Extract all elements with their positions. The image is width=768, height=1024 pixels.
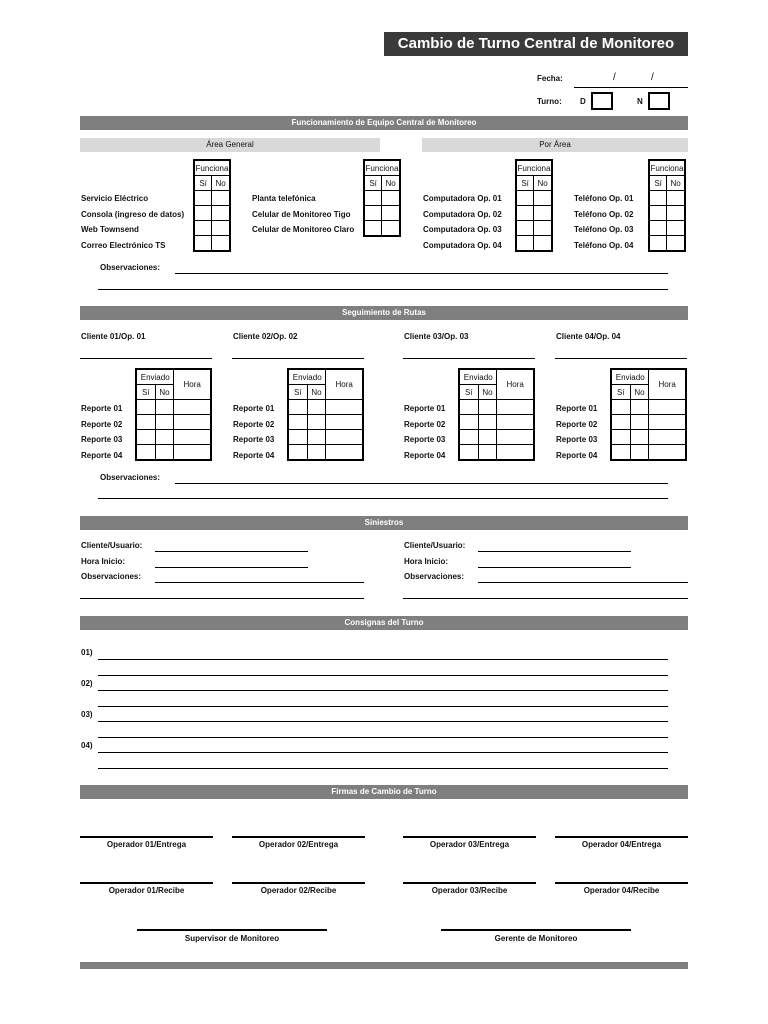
gerente-label: Gerente de Monitoreo <box>494 934 578 943</box>
cliente-1-reporte-1-label: Reporte 01 <box>81 404 123 413</box>
turno-d-label: D <box>580 97 586 106</box>
area-col4-row-4-no-cell[interactable] <box>667 236 685 252</box>
reporte-3-no-cell[interactable] <box>307 430 326 445</box>
fecha-separator-1: / <box>613 72 616 83</box>
general-col1-row-1-si-cell[interactable] <box>194 191 212 206</box>
cliente-3-reporte-2-label: Reporte 02 <box>404 419 446 429</box>
no-header: No <box>212 176 230 191</box>
consigna-3-label: 03) <box>81 710 93 719</box>
general-col2-row-3-si-cell[interactable] <box>364 221 382 237</box>
general-col1-label-3: Web Townsend <box>81 225 139 234</box>
cliente-1-reporte-3-label: Reporte 03 <box>81 435 123 444</box>
cliente-2-reporte-3-label: Reporte 03 <box>233 435 275 444</box>
operador-2-recibe-line[interactable] <box>232 882 365 884</box>
general-col1-row-4-no-cell[interactable] <box>212 236 230 252</box>
cliente-3-label: Cliente 03/Op. 03 <box>404 332 469 341</box>
reporte-4-hora-cell[interactable] <box>174 445 211 461</box>
operador-3-recibe-line[interactable] <box>403 882 536 884</box>
general-col2-label-3: Celular de Monitoreo Claro <box>252 225 355 234</box>
consigna-1-label: 01) <box>81 648 93 657</box>
reporte-4-si-cell[interactable] <box>136 445 155 461</box>
cliente-1-line[interactable] <box>80 358 212 359</box>
reporte-2-si-cell[interactable] <box>288 415 307 430</box>
reporte-3-hora-cell[interactable] <box>497 430 534 445</box>
reporte-4-no-cell[interactable] <box>307 445 326 461</box>
turno-label: Turno: <box>537 97 562 106</box>
reporte-1-no-cell[interactable] <box>630 400 649 415</box>
area-col3-row-4-no-cell[interactable] <box>534 236 552 252</box>
area-col3-label-4: Computadora Op. 04 <box>423 240 502 250</box>
consigna-2-label: 02) <box>81 679 93 688</box>
reporte-2-no-cell[interactable] <box>155 415 174 430</box>
supervisor-label: Supervisor de Monitoreo <box>184 934 280 943</box>
reporte-3-no-cell[interactable] <box>630 430 649 445</box>
cliente-1-reporte-4-label: Reporte 04 <box>81 450 123 460</box>
reporte-2-no-cell[interactable] <box>630 415 649 430</box>
area-col4-row-3-si-cell[interactable] <box>649 221 667 236</box>
reporte-1-hora-cell[interactable] <box>174 400 211 415</box>
equipo-observaciones-line-1[interactable] <box>175 273 668 274</box>
turno-n-checkbox[interactable] <box>648 92 670 110</box>
section-equipo-band: Funcionamiento de Equipo Central de Monitoreo <box>80 116 688 130</box>
reporte-2-hora-cell[interactable] <box>174 415 211 430</box>
siniestro-1-cliente-line[interactable] <box>155 551 308 552</box>
reporte-1-si-cell[interactable] <box>611 400 630 415</box>
reporte-2-hora-cell[interactable] <box>326 415 363 430</box>
consigna-3-line-1[interactable] <box>98 721 668 722</box>
siniestro-1-observaciones-line-1[interactable] <box>155 582 364 583</box>
reporte-3-hora-cell[interactable] <box>649 430 686 445</box>
reporte-2-si-cell[interactable] <box>136 415 155 430</box>
area-col4-row-2-no-cell[interactable] <box>667 206 685 221</box>
operador-2-recibe-label: Operador 02/Recibe <box>260 886 337 895</box>
siniestro-2-cliente-label: Cliente/Usuario: <box>404 541 466 550</box>
reporte-4-hora-cell[interactable] <box>497 445 534 461</box>
general-col1-row-3-si-cell[interactable] <box>194 221 212 236</box>
operador-4-recibe-label: Operador 04/Recibe <box>583 886 660 895</box>
si-header: Sí <box>611 385 630 400</box>
siniestro-2-observaciones-line-2[interactable] <box>403 598 688 599</box>
hora-header: Hora <box>497 369 534 400</box>
area-col4-row-1-no-cell[interactable] <box>667 191 685 206</box>
reporte-1-hora-cell[interactable] <box>326 400 363 415</box>
no-header: No <box>534 176 552 191</box>
general-col1-row-4-si-cell[interactable] <box>194 236 212 252</box>
consigna-3-line-2[interactable] <box>98 737 668 738</box>
area-col3-row-2-no-cell[interactable] <box>534 206 552 221</box>
area-col3-funciona-table <box>515 159 553 252</box>
operador-2-entrega-line[interactable] <box>232 836 365 838</box>
funciona-header: Funciona <box>194 160 230 176</box>
cliente-3-reporte-3-label: Reporte 03 <box>404 435 446 444</box>
siniestro-2-observaciones-label: Observaciones: <box>404 572 465 581</box>
gerente-signature-line[interactable] <box>441 929 631 931</box>
fecha-separator-2: / <box>651 72 654 83</box>
area-col4-label-4: Teléfono Op. 04 <box>574 240 634 250</box>
si-header: Sí <box>288 385 307 400</box>
reporte-1-si-cell[interactable] <box>136 400 155 415</box>
reporte-3-si-cell[interactable] <box>136 430 155 445</box>
operador-2-entrega-label: Operador 02/Entrega <box>258 840 339 849</box>
reporte-4-si-cell[interactable] <box>288 445 307 461</box>
fecha-label: Fecha: <box>537 74 563 83</box>
area-col3-label-3: Computadora Op. 03 <box>423 225 502 234</box>
reporte-1-si-cell[interactable] <box>288 400 307 415</box>
cliente-3-reporte-4-label: Reporte 04 <box>404 450 446 460</box>
enviado-header: Enviado <box>136 369 174 385</box>
document-title: Cambio de Turno Central de Monitoreo <box>384 32 688 56</box>
siniestro-1-hora-label: Hora Inicio: <box>81 557 126 566</box>
consigna-2-line-2[interactable] <box>98 706 668 707</box>
section-consignas-band: Consignas del Turno <box>80 616 688 630</box>
enviado-header: Enviado <box>611 369 649 385</box>
operador-1-recibe-line[interactable] <box>80 882 213 884</box>
cliente-2-reportes-table <box>287 368 364 461</box>
general-col2-row-1-si-cell[interactable] <box>364 191 382 206</box>
si-header: Sí <box>364 176 382 191</box>
por-area-header: Por Área <box>422 138 688 152</box>
section-firmas-band: Firmas de Cambio de Turno <box>80 785 688 799</box>
reporte-3-no-cell[interactable] <box>478 430 497 445</box>
reporte-2-hora-cell[interactable] <box>649 415 686 430</box>
fecha-line[interactable] <box>574 87 688 88</box>
cliente-2-reporte-2-label: Reporte 02 <box>233 419 275 429</box>
area-col3-row-4-si-cell[interactable] <box>516 236 534 252</box>
reporte-4-si-cell[interactable] <box>611 445 630 461</box>
operador-3-recibe-label: Operador 03/Recibe <box>431 886 508 895</box>
enviado-header: Enviado <box>288 369 326 385</box>
area-col4-funciona-table <box>648 159 686 252</box>
no-header: No <box>667 176 685 191</box>
reporte-2-si-cell[interactable] <box>459 415 478 430</box>
operador-3-entrega-label: Operador 03/Entrega <box>429 840 510 849</box>
reporte-2-no-cell[interactable] <box>478 415 497 430</box>
area-col3-label-2: Computadora Op. 02 <box>423 209 502 219</box>
reporte-4-si-cell[interactable] <box>459 445 478 461</box>
reporte-2-si-cell[interactable] <box>611 415 630 430</box>
reporte-3-si-cell[interactable] <box>611 430 630 445</box>
consigna-2-line-1[interactable] <box>98 690 668 691</box>
equipo-observaciones-line-2[interactable] <box>98 289 668 290</box>
reporte-2-hora-cell[interactable] <box>497 415 534 430</box>
rutas-observaciones-label: Observaciones: <box>100 473 161 482</box>
cliente-1-reporte-2-label: Reporte 02 <box>81 419 123 429</box>
area-general-header: Área General <box>80 138 380 152</box>
operador-4-recibe-line[interactable] <box>555 882 688 884</box>
no-header: No <box>478 385 497 400</box>
reporte-3-hora-cell[interactable] <box>174 430 211 445</box>
cliente-3-reporte-1-label: Reporte 01 <box>404 404 446 413</box>
cliente-4-label: Cliente 04/Op. 04 <box>556 332 621 341</box>
cliente-4-reportes-table <box>610 368 687 461</box>
no-header: No <box>155 385 174 400</box>
general-col2-row-2-si-cell[interactable] <box>364 206 382 221</box>
rutas-observaciones-line-2[interactable] <box>98 498 668 499</box>
siniestro-1-cliente-label: Cliente/Usuario: <box>81 541 143 550</box>
si-header: Sí <box>194 176 212 191</box>
general-col1-funciona-table <box>193 159 231 252</box>
operador-1-entrega-label: Operador 01/Entrega <box>106 840 187 849</box>
hora-header: Hora <box>174 369 211 400</box>
rutas-observaciones-line-1[interactable] <box>175 483 668 484</box>
cliente-4-line[interactable] <box>555 358 687 359</box>
siniestro-2-hora-label: Hora Inicio: <box>404 557 449 566</box>
area-col4-row-2-si-cell[interactable] <box>649 206 667 221</box>
general-col2-row-1-no-cell[interactable] <box>382 191 400 206</box>
cliente-2-label: Cliente 02/Op. 02 <box>233 332 298 341</box>
general-col1-row-1-no-cell[interactable] <box>212 191 230 206</box>
cliente-4-reporte-3-label: Reporte 03 <box>556 435 598 444</box>
reporte-1-no-cell[interactable] <box>307 400 326 415</box>
area-col3-row-1-no-cell[interactable] <box>534 191 552 206</box>
cliente-4-reporte-1-label: Reporte 01 <box>556 404 598 413</box>
consigna-1-line-2[interactable] <box>98 675 668 676</box>
cliente-3-line[interactable] <box>403 358 535 359</box>
cliente-4-reporte-2-label: Reporte 02 <box>556 419 598 429</box>
cliente-2-line[interactable] <box>232 358 364 359</box>
general-col1-label-4: Correo Electrónico TS <box>81 240 166 250</box>
funciona-header: Funciona <box>649 160 685 176</box>
funciona-header: Funciona <box>516 160 552 176</box>
general-col1-label-1: Servicio Eléctrico <box>81 194 149 203</box>
operador-1-recibe-label: Operador 01/Recibe <box>108 886 185 895</box>
reporte-3-no-cell[interactable] <box>155 430 174 445</box>
reporte-1-si-cell[interactable] <box>459 400 478 415</box>
area-col4-row-4-si-cell[interactable] <box>649 236 667 252</box>
reporte-4-no-cell[interactable] <box>478 445 497 461</box>
footer-bar <box>80 962 688 969</box>
area-col3-label-1: Computadora Op. 01 <box>423 194 502 203</box>
cliente-3-reportes-table <box>458 368 535 461</box>
area-col4-label-1: Teléfono Op. 01 <box>574 194 634 203</box>
supervisor-signature-line[interactable] <box>137 929 327 931</box>
funciona-header: Funciona <box>364 160 400 176</box>
cliente-1-reportes-table <box>135 368 212 461</box>
turno-n-label: N <box>637 97 643 106</box>
general-col2-row-2-no-cell[interactable] <box>382 206 400 221</box>
area-col4-row-3-no-cell[interactable] <box>667 221 685 236</box>
reporte-2-no-cell[interactable] <box>307 415 326 430</box>
si-header: Sí <box>459 385 478 400</box>
reporte-1-no-cell[interactable] <box>155 400 174 415</box>
si-header: Sí <box>516 176 534 191</box>
operador-3-entrega-line[interactable] <box>403 836 536 838</box>
general-col1-row-2-no-cell[interactable] <box>212 206 230 221</box>
no-header: No <box>382 176 400 191</box>
hora-header: Hora <box>326 369 363 400</box>
area-col3-row-3-no-cell[interactable] <box>534 221 552 236</box>
general-col2-label-2: Celular de Monitoreo Tigo <box>252 209 351 219</box>
general-col2-row-3-no-cell[interactable] <box>382 221 400 237</box>
area-col4-row-1-si-cell[interactable] <box>649 191 667 206</box>
siniestro-2-observaciones-line-1[interactable] <box>478 582 688 583</box>
operador-4-entrega-line[interactable] <box>555 836 688 838</box>
consigna-4-label: 04) <box>81 741 93 750</box>
general-col1-label-2: Consola (ingreso de datos) <box>81 209 185 219</box>
area-col3-row-1-si-cell[interactable] <box>516 191 534 206</box>
equipo-observaciones-label: Observaciones: <box>100 263 161 272</box>
general-col1-row-2-si-cell[interactable] <box>194 206 212 221</box>
siniestro-1-observaciones-label: Observaciones: <box>81 572 142 581</box>
reporte-1-no-cell[interactable] <box>478 400 497 415</box>
general-col2-label-1: Planta telefónica <box>252 194 316 203</box>
area-col4-label-3: Teléfono Op. 03 <box>574 225 634 234</box>
general-col1-row-3-no-cell[interactable] <box>212 221 230 236</box>
cliente-2-reporte-1-label: Reporte 01 <box>233 404 275 413</box>
section-siniestros-band: Siniestros <box>80 516 688 530</box>
enviado-header: Enviado <box>459 369 497 385</box>
reporte-1-hora-cell[interactable] <box>649 400 686 415</box>
reporte-4-no-cell[interactable] <box>155 445 174 461</box>
turno-d-checkbox[interactable] <box>591 92 613 110</box>
consigna-4-line-2[interactable] <box>98 768 668 769</box>
operador-4-entrega-label: Operador 04/Entrega <box>581 840 662 849</box>
reporte-3-hora-cell[interactable] <box>326 430 363 445</box>
cliente-1-label: Cliente 01/Op. 01 <box>81 332 146 341</box>
area-col4-label-2: Teléfono Op. 02 <box>574 209 634 219</box>
siniestro-1-hora-line[interactable] <box>155 567 308 568</box>
operador-1-entrega-line[interactable] <box>80 836 213 838</box>
consigna-4-line-1[interactable] <box>98 752 668 753</box>
area-col3-row-2-si-cell[interactable] <box>516 206 534 221</box>
reporte-4-hora-cell[interactable] <box>649 445 686 461</box>
hora-header: Hora <box>649 369 686 400</box>
reporte-4-hora-cell[interactable] <box>326 445 363 461</box>
consigna-1-line-1[interactable] <box>98 659 668 660</box>
siniestro-2-cliente-line[interactable] <box>478 551 631 552</box>
cliente-2-reporte-4-label: Reporte 04 <box>233 450 275 460</box>
section-rutas-band: Seguimiento de Rutas <box>80 306 688 320</box>
reporte-4-no-cell[interactable] <box>630 445 649 461</box>
area-col3-row-3-si-cell[interactable] <box>516 221 534 236</box>
cliente-4-reporte-4-label: Reporte 04 <box>556 450 598 460</box>
reporte-1-hora-cell[interactable] <box>497 400 534 415</box>
no-header: No <box>307 385 326 400</box>
no-header: No <box>630 385 649 400</box>
siniestro-1-observaciones-line-2[interactable] <box>80 598 364 599</box>
general-col2-funciona-table <box>363 159 401 237</box>
si-header: Sí <box>649 176 667 191</box>
si-header: Sí <box>136 385 155 400</box>
siniestro-2-hora-line[interactable] <box>478 567 631 568</box>
reporte-3-si-cell[interactable] <box>459 430 478 445</box>
reporte-3-si-cell[interactable] <box>288 430 307 445</box>
